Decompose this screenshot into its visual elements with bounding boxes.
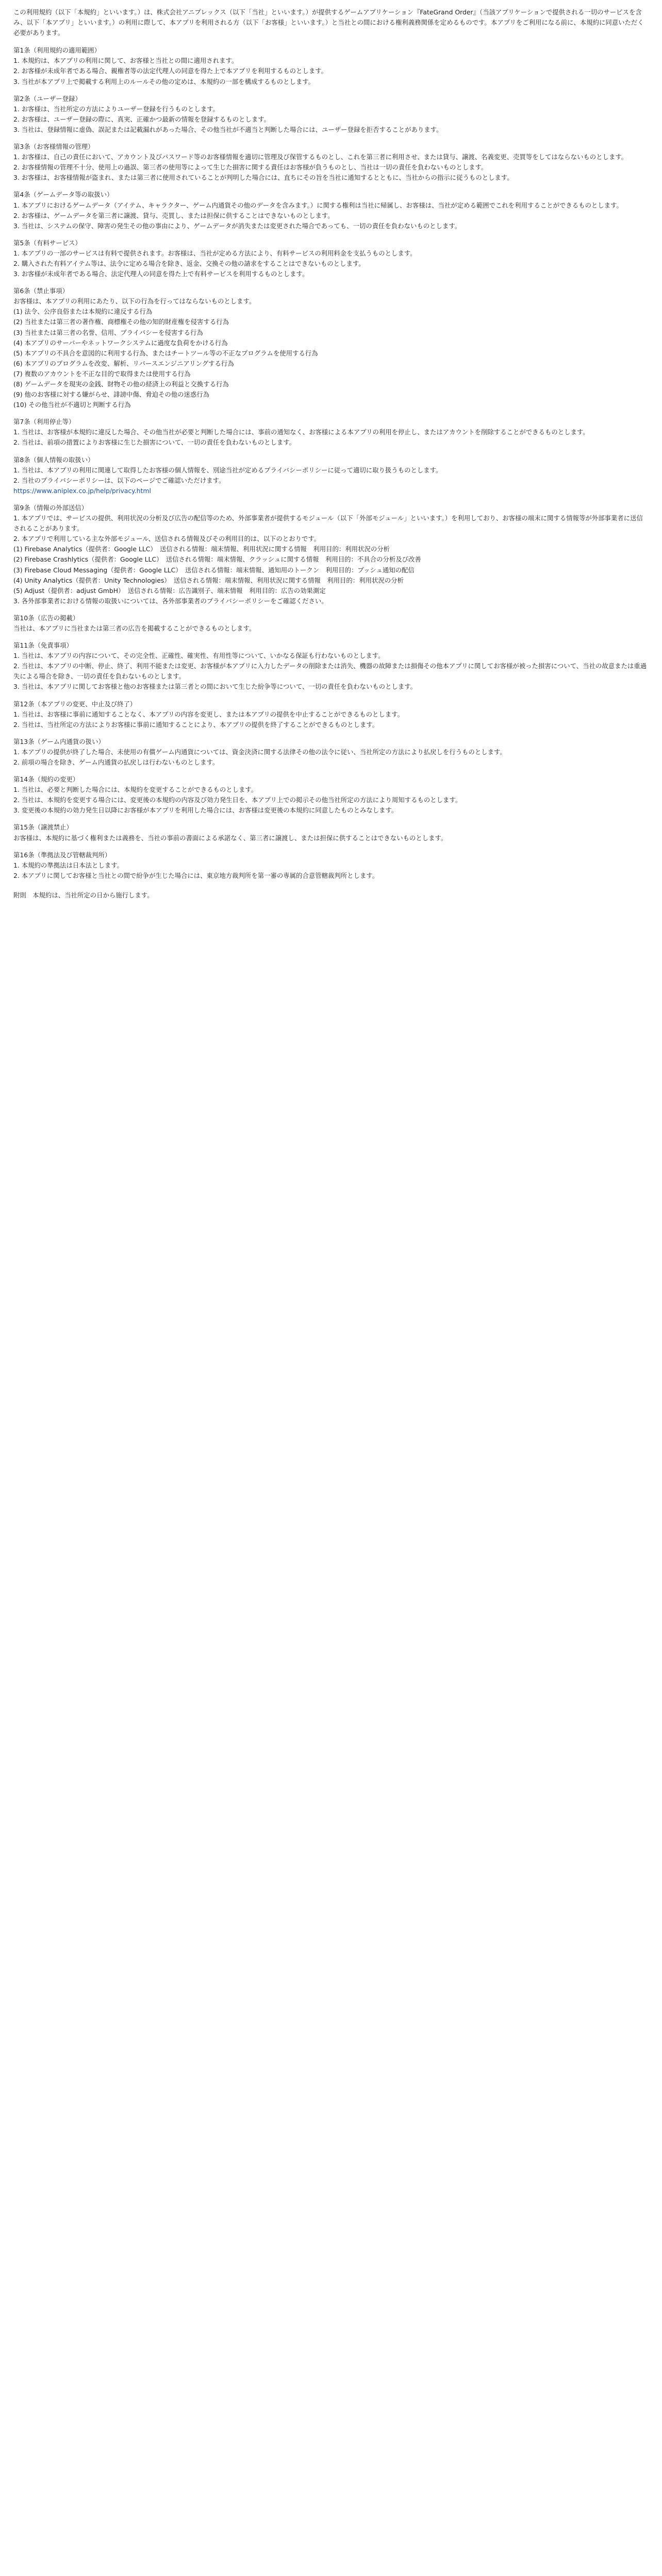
article-title: 第2条（ユーザー登録） (13, 94, 81, 103)
article-paragraph: 1. 当社は、本アプリの利用に関連して取得したお客様の個人情報を、別途当社が定めるプライバシーポリシーに従って適切に取り扱うものとします。 (13, 466, 442, 474)
article-title: 第8条（個人情報の取扱い） (13, 455, 94, 464)
article-section (13, 850, 649, 881)
article-section (13, 417, 649, 448)
article-paragraph: 1. 本規約は、本アプリの利用に関して、お客様と当社との間に適用されます。 (13, 57, 238, 65)
article-section (13, 94, 649, 135)
article-paragraph: 3. お客様が未成年者である場合、法定代理人の同意を得た上で有料サービスを利用するものとします。 (13, 270, 309, 278)
article-title: 第4条（ゲームデータ等の取扱い） (13, 191, 113, 199)
article-paragraph: (3) Firebase Cloud Messaging（提供者：Google LLC） 送信される情報：端末情報、通知用のトークン 利用目的：プッシュ通知の配信 (13, 566, 415, 574)
article-section (13, 142, 649, 183)
article-paragraph: (5) Adjust（提供者：adjust GmbH） 送信される情報：広告識別子、端末情報 利用目的：広告の効果測定 (13, 586, 326, 595)
article-paragraph: 2. 当社は、本アプリの中断、停止、終了、利用不能または変更、お客様が本アプリに入力したデータの削除または消失、機器の故障または損傷その他本アプリに関してお客様が被った損害について、当社の故意または重過失による場合を除き、一切の責任を負わないものとします。 (13, 662, 647, 681)
article-title: 第15条（譲渡禁止） (13, 823, 73, 832)
article-section (13, 640, 649, 692)
article-paragraph: 3. 各外部事業者における情報の取扱いについては、各外部事業者のプライバシーポリシーをご確認ください。 (13, 597, 328, 605)
article-paragraph: 2. お客様情報の管理不十分、使用上の過誤、第三者の使用等によって生じた損害に関する責任はお客様が負うものとし、当社は一切の責任を負わないものとします。 (13, 163, 488, 172)
article-paragraph: (6) 本アプリのプログラムを改変、解析、リバースエンジニアリングする行為 (13, 359, 234, 367)
article-title: 第16条（準拠法及び管轄裁判所） (13, 851, 111, 859)
article-paragraph: 1. 当社は、本アプリの内容について、その完全性、正確性、確実性、有用性等について、いかなる保証も行わないものとします。 (13, 652, 385, 660)
article-paragraph: 2. 前項の場合を除き、ゲーム内通貨の払戻しは行わないものとします。 (13, 758, 219, 766)
article-title: 第11条（免責事項） (13, 641, 73, 650)
article-title: 第5条（有料サービス） (13, 239, 81, 247)
article-section (13, 774, 649, 816)
article-title: 第13条（ゲーム内通貨の扱い） (13, 737, 105, 745)
article-section (13, 190, 649, 231)
article-title: 第1条（利用規約の適用範囲） (13, 46, 101, 55)
article-paragraph: お客様は、本アプリの利用にあたり、以下の行為を行ってはならないものとします。 (13, 297, 256, 306)
article-paragraph: 2. お客様が未成年者である場合、親権者等の法定代理人の同意を得た上で本アプリを利用するものとします。 (13, 67, 328, 75)
terms-document (0, 0, 662, 917)
article-paragraph: 1. 本アプリの一部のサービスは有料で提供されます。お客様は、当社が定める方法により、有料サービスの利用料金を支払うものとします。 (13, 249, 417, 257)
article-section (13, 238, 649, 279)
article-paragraph: 2. 当社は、当社所定の方法によりお客様に事前に通知することにより、本アプリの提供を終了することができるものとします。 (13, 720, 379, 728)
article-paragraph: 3. お客様は、お客様情報が盗まれ、または第三者に使用されていることが判明した場合には、直ちにその旨を当社に通知するとともに、当社からの指示に従うものとします。 (13, 174, 514, 182)
article-title: 第3条（お客様情報の管理） (13, 143, 94, 151)
article-paragraph: 1. 本アプリにおけるゲームデータ（アイテム、キャラクター、ゲーム内通貨その他のデータを含みます。）に関する権利は当社に帰属し、お客様は、当社が定める範囲でこれを利用することができるものとします。 (13, 201, 623, 209)
article-paragraph: お客様は、本規約に基づく権利または義務を、当社の事前の書面による承諾なく、第三者に譲渡し、または担保に供することはできないものとします。 (13, 834, 448, 842)
article-paragraph: 3. 当社は、本アプリに関してお客様と他のお客様または第三者との間において生じた紛争等について、一切の責任を負わないものとします。 (13, 683, 417, 691)
article-paragraph: 1. 本規約の準拠法は日本法とします。 (13, 861, 124, 869)
article-paragraph: (3) 当社または第三者の名誉、信用、プライバシーを侵害する行為 (13, 328, 203, 336)
article-section (13, 45, 649, 87)
article-paragraph: 1. お客様は、自己の責任において、アカウント及びパスワード等のお客様情報を適切に管理及び保管するものとし、これを第三者に利用させ、または貸与、譲渡、名義変更、売買等をしてはならないものとします。 (13, 153, 628, 161)
article-paragraph: (9) 他のお客様に対する嫌がらせ、誹謗中傷、脅迫その他の迷惑行為 (13, 391, 210, 399)
article-paragraph: (4) 本アプリのサーバーやネットワークシステムに過度な負荷をかける行為 (13, 338, 228, 347)
article-paragraph: 1. 当社は、お客様に事前に通知することなく、本アプリの内容を変更し、または本アプリの提供を中止することができるものとします。 (13, 710, 404, 718)
privacy-policy-link[interactable]: https://www.aniplex.co.jp/help/privacy.html (13, 486, 151, 495)
article-title: 第6条（禁止事項） (13, 287, 69, 295)
article-paragraph: 2. 当社のプライバシーポリシーは、以下のページでご確認いただけます。 (13, 476, 225, 484)
article-paragraph: 3. 変更後の本規約の効力発生日以降にお客様が本アプリを利用した場合には、お客様は変更後の本規約に同意したものとみなします。 (13, 806, 398, 815)
article-paragraph: 1. お客様は、当社所定の方法によりユーザー登録を行うものとします。 (13, 105, 219, 113)
article-paragraph: 2. お客様は、ユーザー登録の際に、真実、正確かつ最新の情報を登録するものとします。 (13, 115, 271, 123)
article-paragraph: 2. 当社は、前項の措置によりお客様に生じた損害について、一切の責任を負わないものとします。 (13, 438, 296, 447)
article-paragraph: (8) ゲームデータを現実の金銭、財物その他の経済上の利益と交換する行為 (13, 380, 229, 388)
articles-list (13, 45, 649, 881)
article-title: 第12条（本アプリの変更、中止及び終了） (13, 700, 137, 708)
article-title: 第14条（規約の変更） (13, 775, 79, 784)
article-paragraph: (1) 法令、公序良俗または本規約に違反する行為 (13, 308, 153, 316)
article-paragraph: (1) Firebase Analytics（提供者：Google LLC） 送信される情報：端末情報、利用状況に関する情報 利用目的：利用状況の分析 (13, 545, 390, 553)
article-paragraph: 2. お客様は、ゲームデータを第三者に譲渡、貸与、売買し、または担保に供することはできないものとします。 (13, 211, 334, 219)
article-paragraph: (4) Unity Analytics（提供者：Unity Technologies） 送信される情報：端末情報、利用状況に関する情報 利用目的：利用状況の分析 (13, 576, 404, 584)
intro-text: この利用規約（以下「本規約」といいます。）は、株式会社アニプレックス（以下「当社」といいます。）が提供するゲームアプリケーション『FateGrand Order』（当該アプリケーションで提供される一切のサービスを含み、以下「本アプリ」といいます。）の利用に際して、本アプリを利用される方（以下「お客様」といいます。）と当社との間における権利義務関係を定めるものです。本アプリをご利用になる前に、本規約に同意いただく必要があります。 (13, 8, 644, 37)
article-title: 第9条（情報の外部送信） (13, 503, 88, 512)
article-paragraph: 2. 購入された有料アイテム等は、法令に定める場合を除き、返金、交換その他の請求をすることはできないものとします。 (13, 259, 365, 267)
article-paragraph: 2. 当社は、本規約を変更する場合には、変更後の本規約の内容及び効力発生日を、本アプリ上での掲示その他当社所定の方法により周知するものとします。 (13, 796, 462, 804)
article-paragraph: 2. 本アプリで利用している主な外部モジュール、送信される情報及びその利用目的は、以下のとおりです。 (13, 535, 321, 543)
article-paragraph: (5) 本アプリの不具合を意図的に利用する行為、またはチートツール等の不正なプログラムを使用する行為 (13, 349, 318, 357)
article-paragraph: 当社は、本アプリに当社または第三者の広告を掲載することができるものとします。 (13, 624, 256, 632)
article-paragraph: 2. 本アプリに関してお客様と当社との間で紛争が生じた場合には、東京地方裁判所を第一審の専属的合意管轄裁判所とします。 (13, 871, 379, 879)
article-paragraph: 1. 当社は、必要と判断した場合には、本規約を変更することができるものとします。 (13, 786, 258, 794)
article-section (13, 286, 649, 410)
article-paragraph: 1. 当社は、お客様が本規約に違反した場合、その他当社が必要と判断した場合には、事前の通知なく、お客様による本アプリの利用を停止し、またはアカウントを削除することができるものとします。 (13, 428, 589, 436)
article-paragraph: (10) その他当社が不適切と判断する行為 (13, 401, 131, 409)
article-paragraph: (2) Firebase Crashlytics（提供者：Google LLC） 送信される情報：端末情報、クラッシュに関する情報 利用目的：不具合の分析及び改善 (13, 555, 421, 564)
article-title: 第10条（広告の掲載） (13, 614, 79, 622)
article-section (13, 822, 649, 843)
article-paragraph: (2) 当社または第三者の著作権、商標権その他の知的財産権を侵害する行為 (13, 318, 229, 326)
article-paragraph: 1. 本アプリでは、サービスの提供、利用状況の分析及び広告の配信等のため、外部事業者が提供するモジュール（以下「外部モジュール」といいます。）を利用しており、お客様の端末に関する情報等が外部事業者に送信されることがあります。 (13, 514, 643, 533)
article-paragraph: (7) 複数のアカウントを不正な目的で取得または使用する行為 (13, 369, 191, 378)
article-section (13, 737, 649, 768)
article-section (13, 503, 649, 606)
article-section (13, 455, 649, 496)
article-paragraph: 3. 当社は、登録情報に虚偽、誤記または記載漏れがあった場合、その他当社が不適当と判断した場合には、ユーザー登録を拒否することがあります。 (13, 125, 443, 133)
article-section (13, 699, 649, 730)
footer-text: 附則 本規約は、当社所定の日から施行します。 (13, 891, 154, 899)
article-section (13, 613, 649, 634)
article-paragraph: 1. 本アプリの提供が終了した場合、未使用の有償ゲーム内通貨については、資金決済に関する法律その他の法令に従い、当社所定の方法により払戻しを行うものとします。 (13, 748, 506, 756)
article-paragraph: 3. 当社は、システムの保守、障害の発生その他の事由により、ゲームデータが消失または変更された場合であっても、一切の責任を負わないものとします。 (13, 222, 461, 230)
article-paragraph: 3. 当社が本アプリ上で掲載する利用上のルールその他の定めは、本規約の一部を構成するものとします。 (13, 77, 315, 86)
article-title: 第7条（利用停止等） (13, 418, 75, 426)
